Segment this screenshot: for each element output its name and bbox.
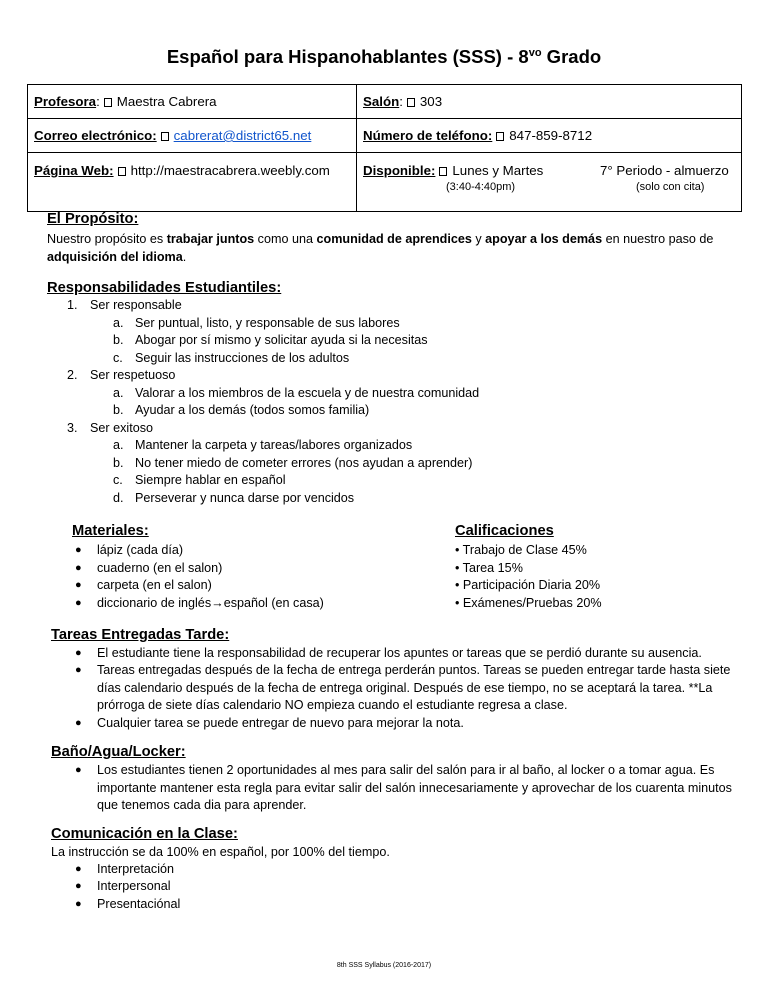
list-item-text: Ser respetuoso <box>90 368 176 382</box>
list-item: d. <box>113 491 124 505</box>
email-link[interactable]: cabrerat@district65.net <box>173 128 312 143</box>
list-item-text: Perseverar y nunca darse por vencidos <box>135 491 355 505</box>
teacher-cell: Profesora: Maestra Cabrera <box>28 85 357 119</box>
room-cell: Salón: 303 <box>357 85 742 119</box>
bullet-icon: ● <box>75 764 82 776</box>
bullet-icon: ● <box>75 664 82 676</box>
list-item: • Tarea 15% <box>455 561 523 575</box>
checkbox-icon <box>104 98 112 107</box>
list-item: • Exámenes/Pruebas 20% <box>455 596 602 610</box>
list-item-text: Ser puntual, listo, y responsable de sus labores <box>135 316 400 330</box>
bullet-icon: ● <box>75 898 82 910</box>
list-item: 1. <box>67 298 78 312</box>
responsibilities-heading: Responsabilidades Estudiantiles: <box>47 280 282 296</box>
materials-heading: Materiales: <box>72 523 149 539</box>
purpose-heading: El Propósito: <box>47 211 139 227</box>
list-item: 3. <box>67 421 78 435</box>
bullet-icon: ● <box>75 880 82 892</box>
info-table <box>27 84 742 212</box>
list-item: cuaderno (en el salon) <box>97 561 223 575</box>
list-item: Interpretación <box>97 862 175 876</box>
bullet-icon: ● <box>75 647 82 659</box>
period-text: 7° Periodo - almuerzo <box>600 163 729 178</box>
bullet-icon: ● <box>75 579 82 591</box>
list-item: • Trabajo de Clase 45% <box>455 543 587 557</box>
late-work-heading: Tareas Entregadas Tarde: <box>51 627 230 643</box>
email-cell: Correo electrónico: cabrerat@district65.net <box>28 119 357 153</box>
list-item-cont: días calendario después de la fecha de entrega original. Después de ese tiempo, no se aceptará la tarea. **La <box>97 681 713 695</box>
bullet-icon: ● <box>75 597 82 609</box>
list-item-text: Mantener la carpeta y tareas/labores organizados <box>135 438 413 452</box>
communication-intro: La instrucción se da 100% en español, por 100% del tiempo. <box>51 845 390 859</box>
communication-heading: Comunicación en la Clase: <box>51 826 238 842</box>
period-note: (solo con cita) <box>636 181 705 193</box>
checkbox-icon <box>439 167 447 176</box>
list-item-cont: prórroga de siete días calendario NO empieza cuando el estudiante regresa a clase. <box>97 698 568 712</box>
list-item: • Participación Diaria 20% <box>455 578 601 592</box>
list-item: c. <box>113 351 123 365</box>
checkbox-icon <box>496 132 504 141</box>
bathroom-heading: Baño/Agua/Locker: <box>51 744 186 760</box>
list-item: carpeta (en el salon) <box>97 578 212 592</box>
bullet-icon: ● <box>75 863 82 875</box>
avail-time: (3:40-4:40pm) <box>446 181 516 193</box>
list-item: Tareas entregadas después de la fecha de entrega perderán puntos. Tareas se pueden entregar tarde hasta siete <box>97 663 731 677</box>
list-item: a. <box>113 438 124 452</box>
list-item-text: Abogar por sí mismo y solicitar ayuda si la necesitas <box>135 333 428 347</box>
checkbox-icon <box>407 98 415 107</box>
list-item-text: No tener miedo de cometer errores (nos ayudan a aprender) <box>135 456 473 470</box>
page-title: Español para Hispanohablantes $(SSS) - 8^{vo}$ Grado <box>166 46 602 67</box>
availability-cell: Disponible: Lunes y Martes 7° Periodo - almuerzo (3:40-4:40pm) (solo con cita) <box>357 153 742 212</box>
bullet-icon: ● <box>75 544 82 556</box>
list-item-text: Ser exitoso <box>90 421 153 435</box>
web-cell: Página Web: http://maestracabrera.weebly.com <box>28 153 357 212</box>
list-item: c. <box>113 473 123 487</box>
checkbox-icon <box>161 132 169 141</box>
list-item: b. <box>113 456 124 470</box>
purpose-text: Nuestro propósito es trabajar juntos como una comunidad de aprendices y apoyar a los demás en nuestro paso de adquisición del idioma. <box>47 232 714 264</box>
list-item-text: Seguir las instrucciones de los adultos <box>135 351 350 365</box>
page-footer: 8th SSS Syllabus (2016-2017) <box>336 962 432 969</box>
list-item: a. <box>113 386 124 400</box>
list-item-cont: importante mantener esta regla para evitar salir del salón innecesariamente y aprovechar de los cuarenta minutos <box>97 781 732 795</box>
list-item: lápiz (cada día) <box>97 543 184 557</box>
bullet-icon: ● <box>75 717 82 729</box>
list-item: diccionario de inglés→español (en casa) <box>97 596 324 610</box>
list-item: El estudiante tiene la responsabilidad de recuperar los apuntes or tareas que se perdió durante su ausencia. <box>97 646 702 660</box>
grades-heading: Calificaciones <box>455 523 554 539</box>
list-item-cont: que tenemos cada dia para aprender. <box>97 798 307 812</box>
list-item: Presentaciónal <box>97 897 181 911</box>
list-item-text: Ser responsable <box>90 298 182 312</box>
list-item: a. <box>113 316 124 330</box>
list-item: b. <box>113 403 124 417</box>
list-item: Los estudiantes tienen 2 oportunidades al mes para salir del salón para ir al baño, al locker o a tomar agua. Es <box>97 763 715 777</box>
list-item: b. <box>113 333 124 347</box>
list-item-text: Valorar a los miembros de la escuela y de nuestra comunidad <box>135 386 480 400</box>
list-item: Interpersonal <box>97 879 171 893</box>
phone-cell: Número de teléfono: 847-859-8712 <box>357 119 742 153</box>
list-item-text: Siempre hablar en español <box>135 473 286 487</box>
list-item-text: Ayudar a los demás (todos somos familia) <box>135 403 370 417</box>
list-item: Cualquier tarea se puede entregar de nuevo para mejorar la nota. <box>97 716 464 730</box>
list-item: 2. <box>67 368 78 382</box>
checkbox-icon <box>118 167 126 176</box>
bullet-icon: ● <box>75 562 82 574</box>
